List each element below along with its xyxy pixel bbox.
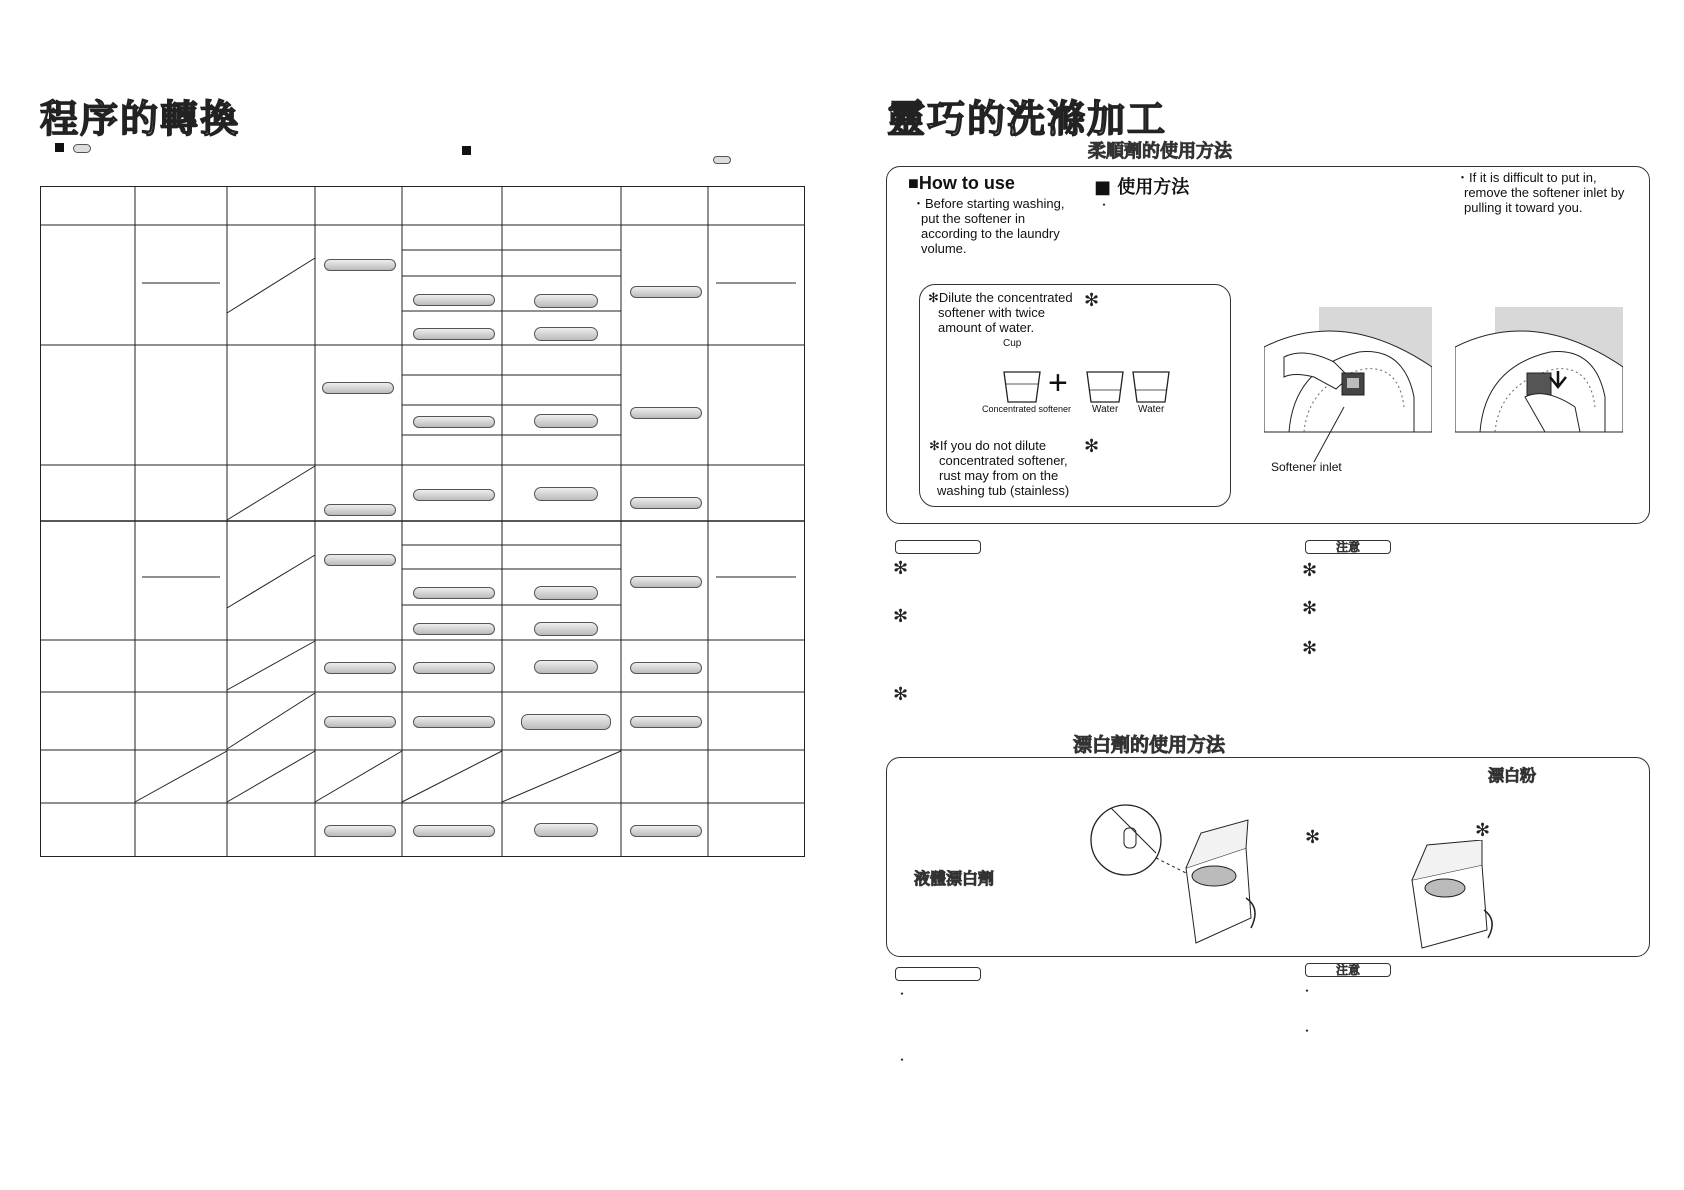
asterisk-icon: ✻ <box>1084 436 1100 456</box>
cups-illustration <box>1000 370 1180 406</box>
washer-bleach-powder-illustration <box>1402 840 1512 950</box>
caution-tag <box>895 967 981 981</box>
bullet-dot: ・ <box>1098 198 1111 212</box>
table-button-pill <box>534 487 598 501</box>
softener-inlet-illustration <box>1264 307 1432 467</box>
table-button-pill <box>413 623 495 635</box>
softener-inlet-removal-illustration <box>1455 307 1623 437</box>
caution-tag-zh: 注意 <box>1305 540 1391 554</box>
table-button-pill <box>534 327 598 341</box>
bleach-powder-label: 漂白粉 <box>1488 766 1537 785</box>
difficult-note: ・If it is difficult to put in, remove the softener inlet by pulling it toward you. <box>1456 170 1625 215</box>
no-dilute-note: ✻If you do not dilute concentrated softener, rust may from on the washing tub (stainless) <box>929 438 1070 498</box>
asterisk-icon: ✻ <box>1305 827 1321 847</box>
table-button-pill <box>324 662 396 674</box>
how-to-use-en-text: ・Before starting washing, put the softener in according to the laundry volume. <box>912 196 1065 256</box>
table-button-pill <box>324 554 396 566</box>
table-button-pill <box>413 328 495 340</box>
asterisk-icon: ✻ <box>1084 290 1100 310</box>
table-button-pill <box>630 286 702 298</box>
table-button-pill <box>322 382 394 394</box>
table-button-pill <box>630 407 702 419</box>
table-button-pill <box>413 416 495 428</box>
how-to-use-zh-heading: ■ 使用方法 <box>1094 177 1190 198</box>
caution-tag <box>895 540 981 554</box>
plus-icon: + <box>1048 364 1068 402</box>
program-table <box>0 0 820 870</box>
washer-liquid-bleach-illustration <box>1086 798 1261 948</box>
bullet-dot: ・ <box>896 987 909 1001</box>
table-button-pill <box>324 716 396 728</box>
right-page-title: 靈巧的洗滌加工 <box>887 97 1168 141</box>
table-button-pill <box>534 823 598 837</box>
table-button-pill <box>324 504 396 516</box>
table-button-pill <box>413 825 495 837</box>
bullet-dot: ・ <box>896 1053 909 1067</box>
asterisk-icon: ✻ <box>1302 638 1318 658</box>
asterisk-icon: ✻ <box>1302 560 1318 580</box>
table-button-pill <box>534 660 598 674</box>
bleach-panel <box>886 757 1650 957</box>
bullet-dot: ・ <box>1301 984 1314 998</box>
how-to-use-en-heading: ■How to use <box>908 173 1015 193</box>
water-label: Water <box>1138 404 1165 415</box>
table-button-pill <box>630 825 702 837</box>
table-button-pill <box>324 825 396 837</box>
table-button-pill <box>630 662 702 674</box>
bleach-section-title: 漂白劑的使用方法 <box>1073 734 1226 756</box>
table-button-pill <box>630 576 702 588</box>
asterisk-icon: ✻ <box>1302 598 1318 618</box>
asterisk-icon: ✻ <box>893 606 909 626</box>
asterisk-icon: ✻ <box>893 684 909 704</box>
softener-inlet-label: Softener inlet <box>1271 460 1342 474</box>
table-button-pill <box>630 497 702 509</box>
table-button-pill <box>413 662 495 674</box>
table-button-pill <box>534 294 598 308</box>
caution-tag-zh: 注意 <box>1305 963 1391 977</box>
table-button-pill <box>413 294 495 306</box>
table-button-pill <box>534 414 598 428</box>
table-button-pill <box>534 586 598 600</box>
softener-section-title: 柔順劑的使用方法 <box>1088 141 1232 162</box>
table-button-pill <box>521 714 611 730</box>
bullet-dot: ・ <box>1301 1024 1314 1038</box>
table-button-pill <box>324 259 396 271</box>
concentrated-label: Concentrated softener <box>982 404 1072 414</box>
table-button-pill <box>630 716 702 728</box>
table-button-pill <box>413 489 495 501</box>
cup-label: Cup <box>1003 338 1022 349</box>
liquid-bleach-label: 液體漂白劑 <box>914 869 995 888</box>
asterisk-icon: ✻ <box>1475 820 1491 840</box>
water-label: Water <box>1092 404 1119 415</box>
asterisk-icon: ✻ <box>893 558 909 578</box>
table-button-pill <box>534 622 598 636</box>
dilute-note: ✻Dilute the concentrated softener with twice amount of water. <box>928 290 1073 335</box>
table-button-pill <box>413 716 495 728</box>
left-page-title: 程序的轉換 <box>40 97 241 141</box>
table-button-pill <box>413 587 495 599</box>
